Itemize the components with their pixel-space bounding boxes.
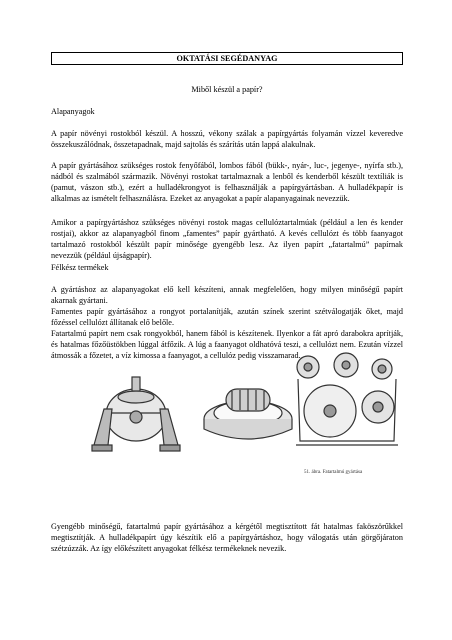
paragraph-alap-1: A papír növényi rostokból készül. A hosszú, vékony szálak a papírgyártás folyamán vízzel keveredve összekuszálódnak, összetapadnak, majd sajtolás és szárítás után lappá alakulnak.: [51, 129, 403, 150]
paragraph-felk-3: Fatartalmú papírt nem csak rongyokból, hanem fából is készítenek. Ilyenkor a fát apró darabokra aprítják, és hatalmas főzőüstökben lúggal átfőzik. A lúg a faanyagot oldhatóvá teszi, a cellulózt nem. Ezután vízzel átmossák a főzetet, a víz kimossa a faanyagot, a cellulóz pedig visszamarad.: [51, 329, 403, 361]
rag-boiler-illustration: [86, 357, 186, 457]
figure-caption: 51. ábra. Fatartalmú gyártása: [304, 470, 363, 475]
grinder-rollers-illustration: [286, 349, 406, 479]
paragraph-alap-2: A papír gyártásához szükséges rostok fenyőfából, lombos fából (bükk-, nyár-, luc-, jegenye-, nyírfa stb.), nádból és szalmából származik. Növényi rostokat tartalmaznak a lenből és kenderből készült textíliák is (pamut, vászon stb.), ezért a hulladékrongyot is felhasználják a papírgyártásban. A hulladékpapír is alkalmas az ismételt felhasználásra. Ezeket az anyagokat a papír alapanyagainak nevezzük.: [51, 161, 403, 204]
paragraph-felk-1: A gyártáshoz az alapanyagokat elő kell készíteni, annak megfelelően, hogy milyen minőségű papírt akarnak gyártani.: [51, 285, 403, 306]
paragraph-closing: Gyengébb minőségű, fatartalmú papír gyártásához a kérgétől megtisztított fát hatalmas faköszörűkkel megtisztítják. A hulladékpapírt úgy készítik elő a papírgyártáshoz, hogy válogatás után görgőjáraton szétzúzzák. Az így előkészített anyagokat félkész termékeknek nevezik.: [51, 522, 403, 554]
paragraph-felk-2: Famentes papír gyártásához a rongyot portalanítják, azután színek szerint szétválogatják őket, majd főzéssel cellulózt állítanak elő belőle.: [51, 307, 403, 328]
hollander-beater-illustration: [198, 367, 298, 447]
paragraph-alap-3: Amikor a papírgyártáshoz szükséges növényi rostok magas cellulóztartalmúak (például a len és kender rostjai), akkor az alapanyagból finom „famentes” papír gyártható. A kevés cellulózt és több faanyagot tartalmazó rostokból készült papír minősége gyengébb lesz. Az ilyen papírt „fatartalmú” papírnak nevezzük (például újságpapír).: [51, 218, 403, 261]
heading-felkesz: Félkész termékek: [51, 263, 109, 272]
illustrations: [86, 357, 406, 497]
heading-alapanyagok: Alapanyagok: [51, 107, 95, 116]
document-subtitle: Miből készül a papír?: [191, 85, 263, 94]
document-header: OKTATÁSI SEGÉDANYAG: [51, 52, 403, 65]
